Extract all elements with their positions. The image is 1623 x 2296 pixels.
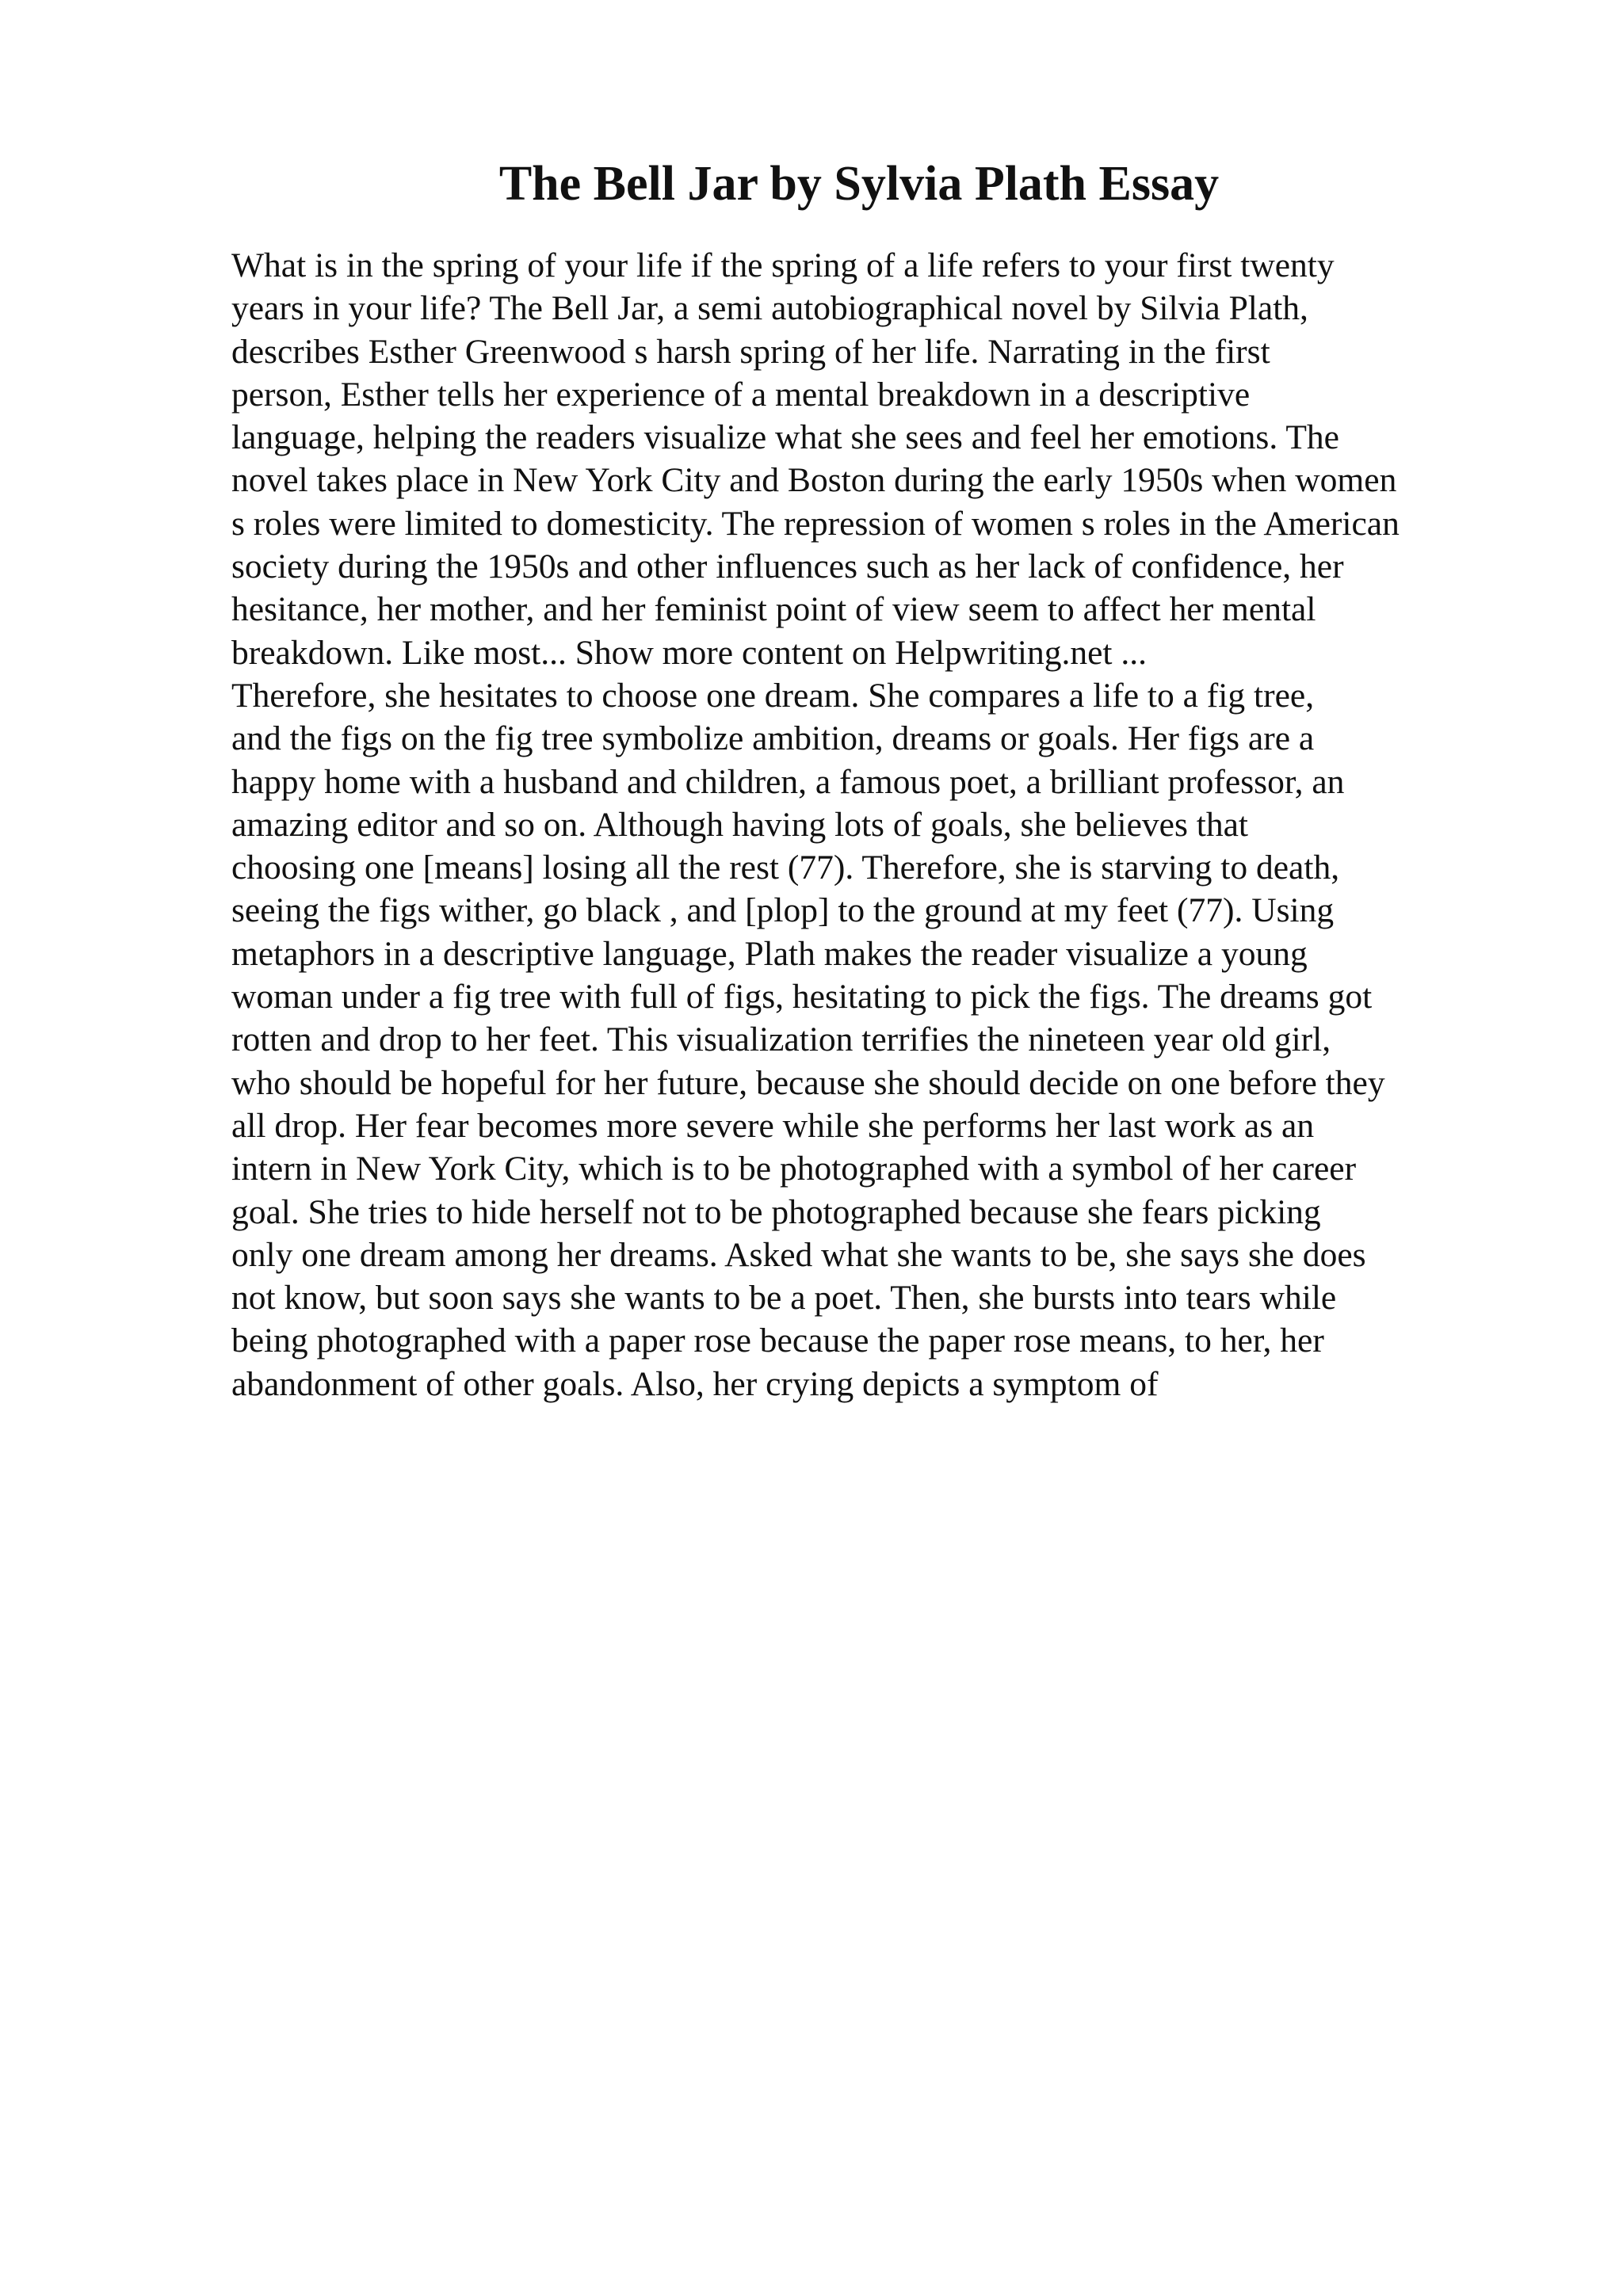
text-line: all drop. Her fear becomes more severe while she performs her last work as an (231, 1106, 1315, 1145)
text-line: seeing the figs wither, go black , and [plop] to the ground at my feet (77). Using (231, 891, 1335, 930)
text-line: who should be hopeful for her future, because she should decide on one before they (231, 1063, 1385, 1102)
text-line: society during the 1950s and other influences such as her lack of confidence, her (231, 547, 1344, 586)
text-line: metaphors in a descriptive language, Plath makes the reader visualize a young (231, 934, 1308, 973)
text-line: breakdown. Like most... Show more content on Helpwriting.net ... (231, 633, 1147, 672)
text-line: goal. She tries to hide herself not to be photographed because she fears picking (231, 1192, 1321, 1231)
text-line: amazing editor and so on. Although having lots of goals, she believes that (231, 805, 1249, 844)
text-line: language, helping the readers visualize what she sees and feel her emotions. The (231, 418, 1339, 457)
text-line: being photographed with a paper rose because the paper rose means, to her, her (231, 1322, 1324, 1360)
text-line: only one dream among her dreams. Asked what she wants to be, she says she does (231, 1235, 1366, 1274)
text-line: years in your life? The Bell Jar, a semi autobiographical novel by Silvia Plath, (231, 289, 1308, 328)
text-line: Therefore, she hesitates to choose one dream. She compares a life to a fig tree, (231, 676, 1315, 715)
text-line: hesitance, her mother, and her feminist point of view seem to affect her mental (231, 590, 1316, 629)
text-line: person, Esther tells her experience of a mental breakdown in a descriptive (231, 375, 1251, 414)
text-line: not know, but soon says she wants to be a poet. Then, she bursts into tears while (231, 1279, 1337, 1318)
text-line: and the figs on the fig tree symbolize ambition, dreams or goals. Her figs are a (231, 719, 1315, 758)
text-line: rotten and drop to her feet. This visualization terrifies the nineteen year old girl, (231, 1020, 1331, 1059)
text-line: happy home with a husband and children, a famous poet, a brilliant professor, an (231, 762, 1345, 801)
text-line: woman under a fig tree with full of figs, hesitating to pick the figs. The dreams got (231, 978, 1373, 1016)
text-line: s roles were limited to domesticity. The repression of women s roles in the American (231, 504, 1400, 543)
text-line: intern in New York City, which is to be photographed with a symbol of her career (231, 1150, 1357, 1188)
essay-body (231, 244, 1579, 1405)
text-line: describes Esther Greenwood s harsh spring of her life. Narrating in the first (231, 332, 1270, 371)
text-line: abandonment of other goals. Also, her crying depicts a symptom of (231, 1364, 1159, 1403)
text-line: choosing one [means] losing all the rest (77). Therefore, she is starving to death, (231, 849, 1340, 887)
text-line: What is in the spring of your life if the spring of a life refers to your first twenty (231, 246, 1335, 284)
text-line: novel takes place in New York City and Boston during the early 1950s when women (231, 461, 1397, 500)
document-title: The Bell Jar by Sylvia Plath Essay (498, 157, 1220, 211)
